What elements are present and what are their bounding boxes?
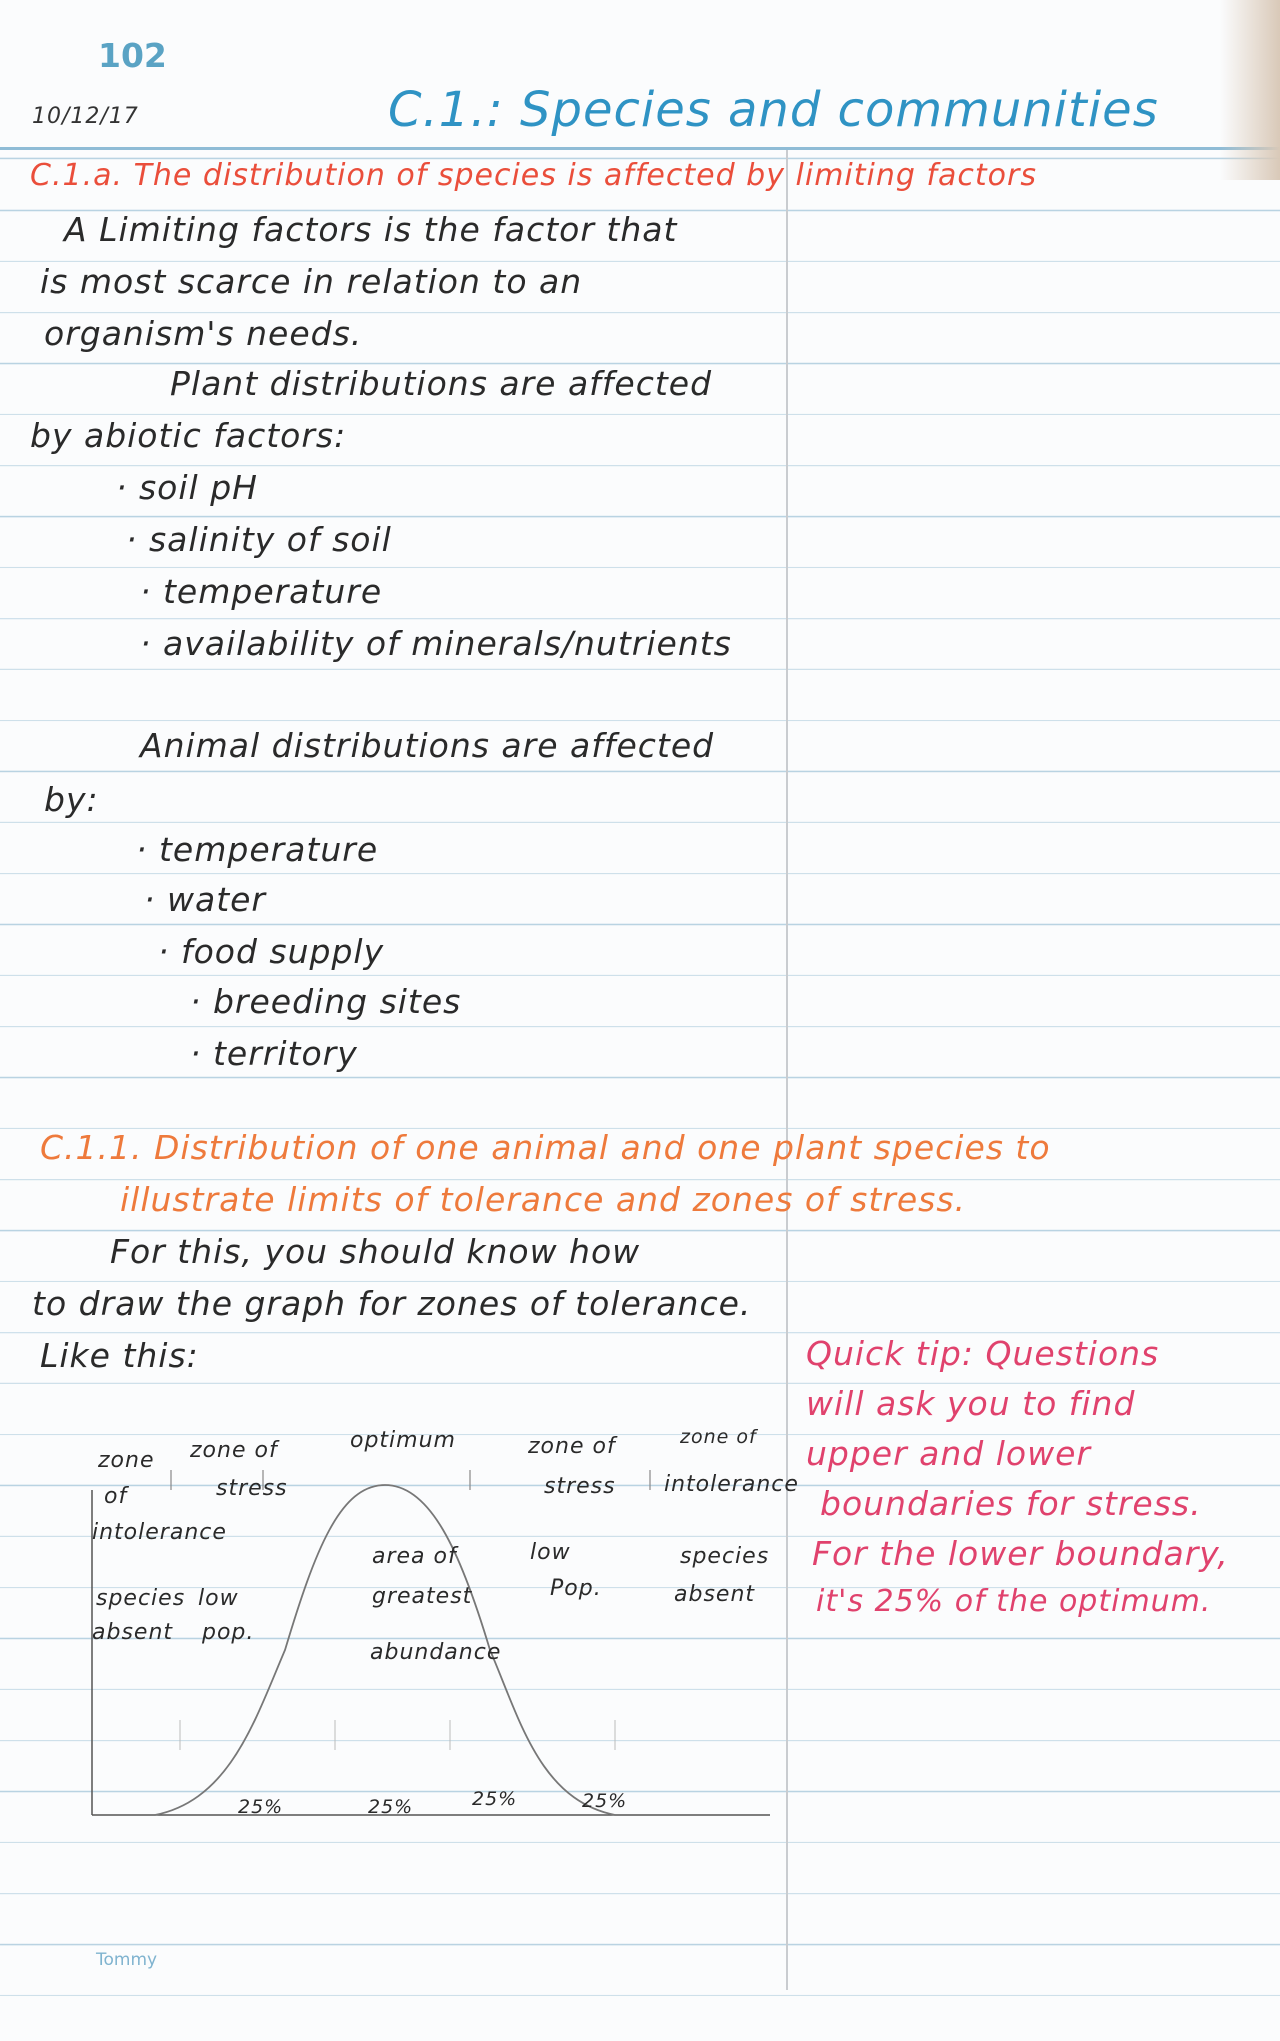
- brand-mark: Tommy: [96, 1950, 158, 1970]
- label-zone-intolerance-left: of: [104, 1484, 128, 1509]
- page-number: 102: [98, 36, 167, 75]
- page-title: C.1.: Species and communities: [388, 82, 1159, 138]
- label-area-greatest-abundance: greatest: [372, 1584, 473, 1609]
- tip-line-4: boundaries for stress.: [820, 1484, 1202, 1523]
- graph-intro-3: Like this:: [40, 1336, 199, 1375]
- label-optimum: optimum: [350, 1428, 456, 1453]
- section-c111-heading-1: C.1.1. Distribution of one animal and one plant species to: [40, 1128, 1051, 1167]
- plant-factor: · temperature: [140, 572, 383, 611]
- tip-line-5: For the lower boundary,: [812, 1534, 1229, 1573]
- graph-intro-1: For this, you should know how: [110, 1232, 641, 1271]
- label-zone-stress-left: stress: [216, 1476, 288, 1501]
- label-zone-intolerance-left: zone: [98, 1448, 155, 1473]
- limiting-line-1: A Limiting factors is the factor that: [64, 210, 678, 249]
- plant-factor: · salinity of soil: [126, 520, 392, 559]
- label-species-absent-left: species: [96, 1586, 186, 1611]
- label-zone-intolerance-right: intolerance: [664, 1472, 799, 1497]
- label-low-pop-left: low: [198, 1586, 239, 1611]
- tip-line-1: Quick tip: Questions: [806, 1334, 1160, 1373]
- tip-line-3: upper and lower: [806, 1434, 1091, 1473]
- label-low-pop-left: pop.: [202, 1620, 255, 1645]
- page-edge-shadow: [1220, 0, 1280, 180]
- section-c111-heading-2: illustrate limits of tolerance and zones of stress.: [120, 1180, 967, 1219]
- plant-line-2: by abiotic factors:: [30, 416, 347, 455]
- limiting-line-3: organism's needs.: [44, 314, 363, 353]
- label-zone-intolerance-left: intolerance: [92, 1520, 227, 1545]
- limiting-line-2: is most scarce in relation to an: [40, 262, 583, 301]
- label-percent: 25%: [238, 1796, 284, 1818]
- date: 10/12/17: [32, 104, 139, 129]
- label-percent: 25%: [472, 1788, 518, 1810]
- animal-factor: · territory: [190, 1034, 358, 1073]
- label-area-greatest-abundance: abundance: [370, 1640, 502, 1665]
- plant-line-1: Plant distributions are affected: [170, 364, 713, 403]
- label-area-greatest-abundance: area of: [372, 1544, 457, 1569]
- label-low-pop-right: low: [530, 1540, 571, 1565]
- tip-line-2: will ask you to find: [806, 1384, 1136, 1423]
- label-percent: 25%: [368, 1796, 414, 1818]
- label-zone-stress-left: zone of: [190, 1438, 278, 1463]
- animal-factor: · water: [144, 880, 267, 919]
- animal-factor: · breeding sites: [190, 982, 462, 1021]
- tip-line-6: it's 25% of the optimum.: [816, 1584, 1212, 1619]
- label-low-pop-right: Pop.: [550, 1576, 602, 1601]
- animal-line-2: by:: [44, 780, 99, 819]
- column-divider: [786, 150, 788, 1990]
- header-rule: [0, 147, 1280, 150]
- label-zone-intolerance-right: zone of: [680, 1426, 757, 1448]
- label-species-absent-right: species: [680, 1544, 770, 1569]
- label-zone-stress-right: zone of: [528, 1434, 616, 1459]
- label-percent: 25%: [582, 1790, 628, 1812]
- plant-factor: · soil pH: [116, 468, 258, 507]
- animal-line-1: Animal distributions are affected: [140, 726, 715, 765]
- label-zone-stress-right: stress: [544, 1474, 616, 1499]
- label-species-absent-left: absent: [92, 1620, 174, 1645]
- graph-intro-2: to draw the graph for zones of tolerance.: [32, 1284, 752, 1323]
- animal-factor: · food supply: [158, 932, 385, 971]
- label-species-absent-right: absent: [674, 1582, 756, 1607]
- section-c1a-heading: C.1.a. The distribution of species is affected by limiting factors: [30, 158, 1037, 193]
- plant-factor: · availability of minerals/nutrients: [140, 624, 732, 663]
- animal-factor: · temperature: [136, 830, 379, 869]
